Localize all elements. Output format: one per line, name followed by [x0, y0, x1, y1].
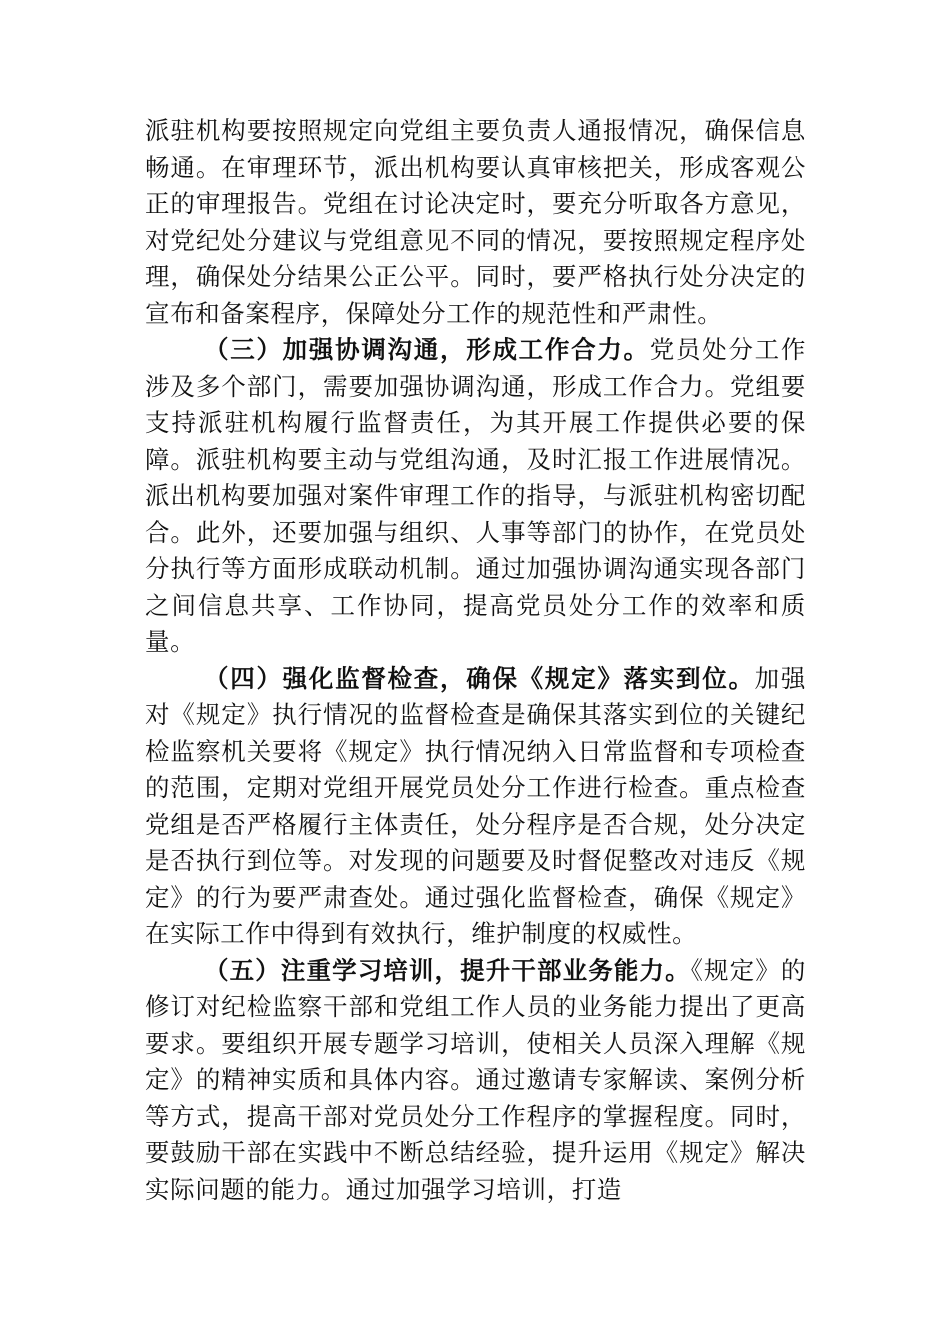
section-heading-4: （四）强化监督检查，确保《规定》落实到位。	[204, 663, 755, 693]
paragraph-text: 党员处分工作涉及多个部门，需要加强协调沟通，形成工作合力。党组要支持派驻机构履行监督责任，为其开展工作提供必要的保障。派驻机构要主动与党组沟通，及时汇报工作进展情况。派出机构要加强对案件审理工作的指导，与派驻机构密切配合。此外，还要加强与组织、人事等部门的协作，在党员处分执行等方面形成联动机制。通过加强协调沟通实现各部门之间信息共享、工作协同，提高党员处分工作的效率和质量。	[145, 335, 806, 656]
paragraph-text: 《规定》的修订对纪检监察干部和党组工作人员的业务能力提出了更高要求。要组织开展专题学习培训，使相关人员深入理解《规定》的精神实质和具体内容。通过邀请专家解读、案例分析等方式，提高干部对党员处分工作程序的掌握程度。同时，要鼓励干部在实践中不断总结经验，提升运用《规定》解决实际问题的能力。通过加强学习培训，打造	[145, 955, 806, 1204]
paragraph-section-3	[145, 332, 806, 661]
section-heading-5: （五）注重学习培训，提升干部业务能力。	[204, 955, 691, 985]
section-heading-3: （三）加强协调沟通，形成工作合力。	[204, 335, 650, 364]
paragraph-section-5	[145, 953, 806, 1209]
document-body	[145, 113, 806, 1208]
paragraph-continuation	[145, 113, 806, 332]
paragraph-text: 派驻机构要按照规定向党组主要负责人通报情况，确保信息畅通。在审理环节，派出机构要认真审核把关，形成客观公正的审理报告。党组在讨论决定时，要充分听取各方意见，对党纪处分建议与党组意见不同的情况，要按照规定程序处理，确保处分结果公正公平。同时，要严格执行处分决定的宣布和备案程序，保障处分工作的规范性和严肃性。	[145, 116, 806, 328]
paragraph-text: 加强对《规定》执行情况的监督检查是确保其落实到位的关键纪检监察机关要将《规定》执行情况纳入日常监督和专项检查的范围，定期对党组开展党员处分工作进行检查。重点检查党组是否严格履行主体责任，处分程序是否合规，处分决定是否执行到位等。对发现的问题要及时督促整改对违反《规定》的行为要严肃查处。通过强化监督检查，确保《规定》在实际工作中得到有效执行，维护制度的权威性。	[145, 663, 806, 948]
paragraph-section-4	[145, 661, 806, 953]
